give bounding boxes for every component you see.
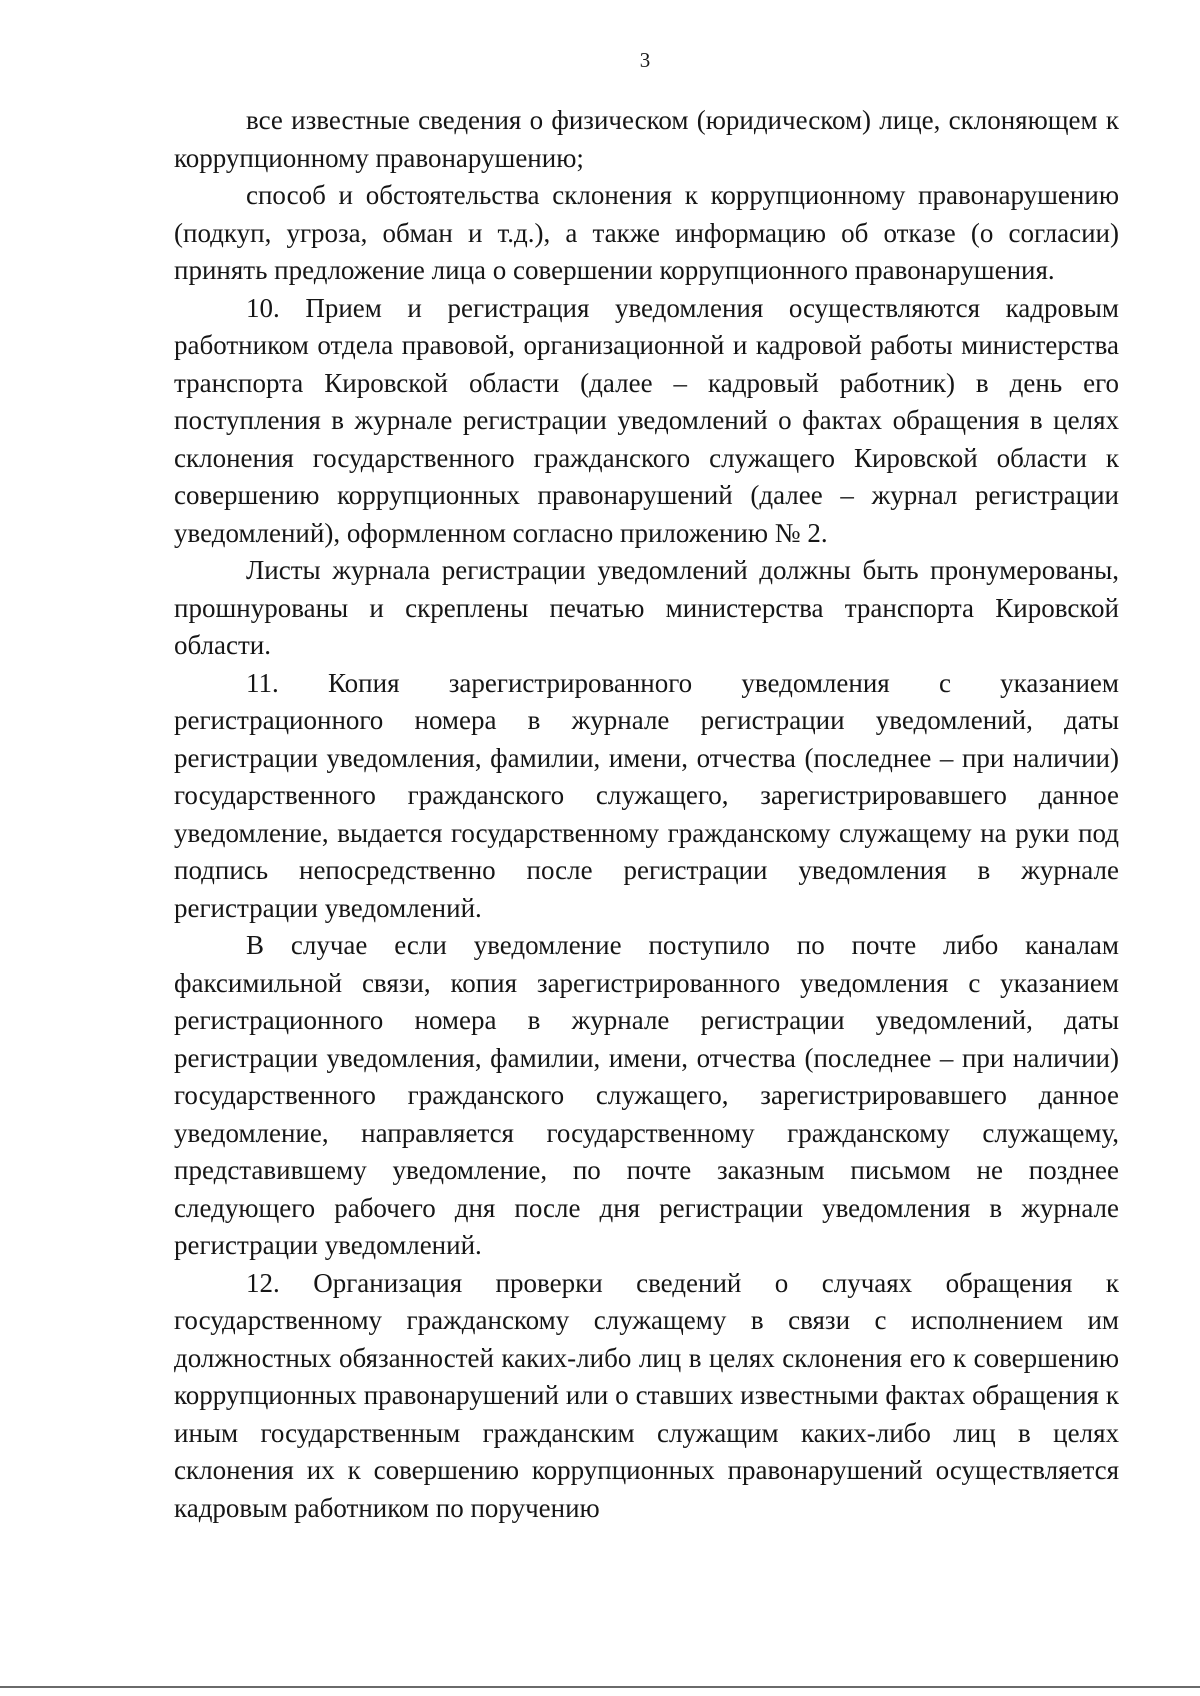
paragraph-method-circumstances: способ и обстоятельства склонения к коррупционному правонарушению (подкуп, угроза, обман и т.д.), а также информацию об отказе (о согласии) принять предложение лица о совершении коррупционного правонарушения. xyxy=(174,180,1119,285)
document-body xyxy=(174,102,1119,1527)
paragraph-11-copy: 11. Копия зарегистрированного уведомления с указанием регистрационного номера в журнале регистрации уведомлений, даты регистрации уведомления, фамилии, имени, отчества (последнее – при наличии) государственного гражданского служащего, зарегистрировавшего данное уведомление, выдается государственному гражданскому служащему на руки под подпись непосредственно после регистрации уведомления в журнале регистрации уведомлений. xyxy=(174,667,1119,923)
paragraph-known-info: все известные сведения о физическом (юридическом) лице, склоняющем к коррупционному правонарушению; xyxy=(174,105,1119,173)
page-number: 3 xyxy=(639,48,651,72)
paragraph-journal-sheets: Листы журнала регистрации уведомлений должны быть пронумерованы, прошнурованы и скреплены печатью министерства транспорта Кировской области. xyxy=(174,555,1119,660)
paragraph-10-registration: 10. Прием и регистрация уведомления осуществляются кадровым работником отдела правовой, организационной и кадровой работы министерства транспорта Кировской области (далее – кадровый работник) в день его поступления в журнале регистрации уведомлений о фактах обращения в целях склонения государственного гражданского служащего Кировской области к совершению коррупционных правонарушений (далее – журнал регистрации уведомлений), оформленном согласно приложению № 2. xyxy=(174,292,1119,548)
paragraph-12-verification: 12. Организация проверки сведений о случаях обращения к государственному гражданскому служащему в связи с исполнением им должностных обязанностей каких-либо лиц в целях склонения его к совершению коррупционных правонарушений или о ставших известными фактах обращения к иным государственным гражданским служащим каких-либо лиц в целях склонения их к совершению коррупционных правонарушений осуществляется кадровым работником по поручению xyxy=(174,1267,1119,1523)
paragraph-mail-fax: В случае если уведомление поступило по почте либо каналам факсимильной связи, копия зарегистрированного уведомления с указанием регистрационного номера в журнале регистрации уведомлений, даты регистрации уведомления, фамилии, имени, отчества (последнее – при наличии) государственного гражданского служащего, зарегистрировавшего данное уведомление, направляется государственному гражданскому служащему, представившему уведомление, по почте заказным письмом не позднее следующего рабочего дня после дня регистрации уведомления в журнале регистрации уведомлений. xyxy=(174,930,1119,1260)
scan-bottom-edge xyxy=(0,1686,1200,1688)
